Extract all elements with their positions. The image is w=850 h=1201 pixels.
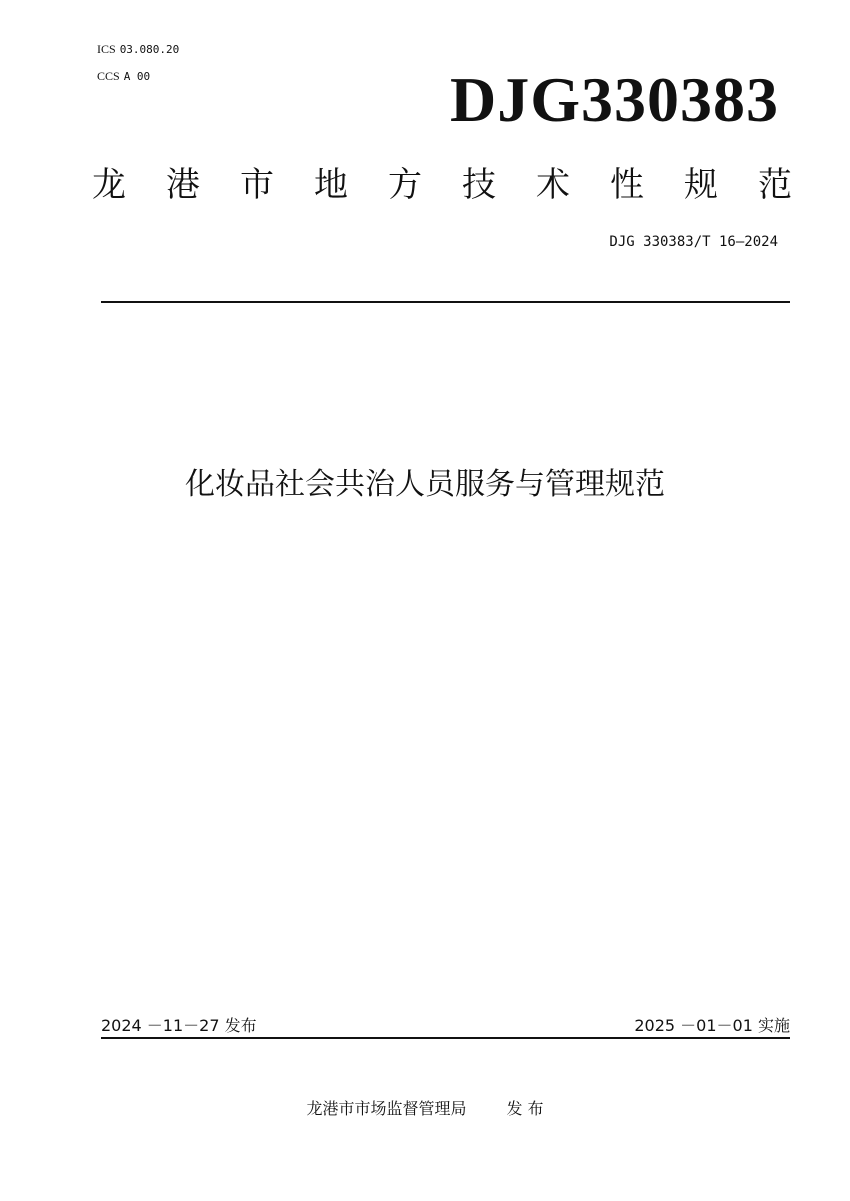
standard-number: DJG 330383/T 16—2024 — [609, 234, 778, 250]
document-title: 化妆品社会共治人员服务与管理规范 — [185, 467, 665, 502]
issuer-name: 龙港市市场监督管理局 — [306, 1099, 467, 1118]
doc-type-char: 港 — [166, 165, 200, 205]
doc-type-char: 技 — [462, 165, 496, 205]
doc-type-char: 龙 — [92, 165, 126, 205]
doc-type-char: 市 — [240, 165, 274, 205]
ics-code: 03.080.20 — [119, 43, 180, 56]
ccs-classification — [97, 69, 150, 84]
ccs-label: CCS — [97, 69, 120, 83]
publish-date: 2024 －11－27 发布 — [101, 1016, 257, 1035]
doc-type-char: 方 — [388, 165, 422, 205]
doc-type-char: 性 — [610, 165, 644, 205]
footer-divider — [101, 1037, 790, 1039]
effective-date: 2025 －01－01 实施 — [634, 1016, 790, 1035]
header-divider — [101, 301, 790, 303]
standard-code-heading: DJG330383 — [450, 64, 779, 135]
document-type-heading — [92, 162, 792, 208]
doc-type-char: 术 — [536, 165, 570, 205]
issuer-action: 发 布 — [506, 1099, 544, 1118]
issuer-line — [0, 1098, 850, 1120]
doc-type-char: 地 — [314, 165, 348, 205]
ccs-code: A 00 — [123, 70, 151, 83]
doc-type-char: 范 — [758, 165, 792, 205]
ics-label: ICS — [97, 42, 116, 56]
doc-type-char: 规 — [684, 165, 718, 205]
ics-classification — [97, 42, 179, 57]
